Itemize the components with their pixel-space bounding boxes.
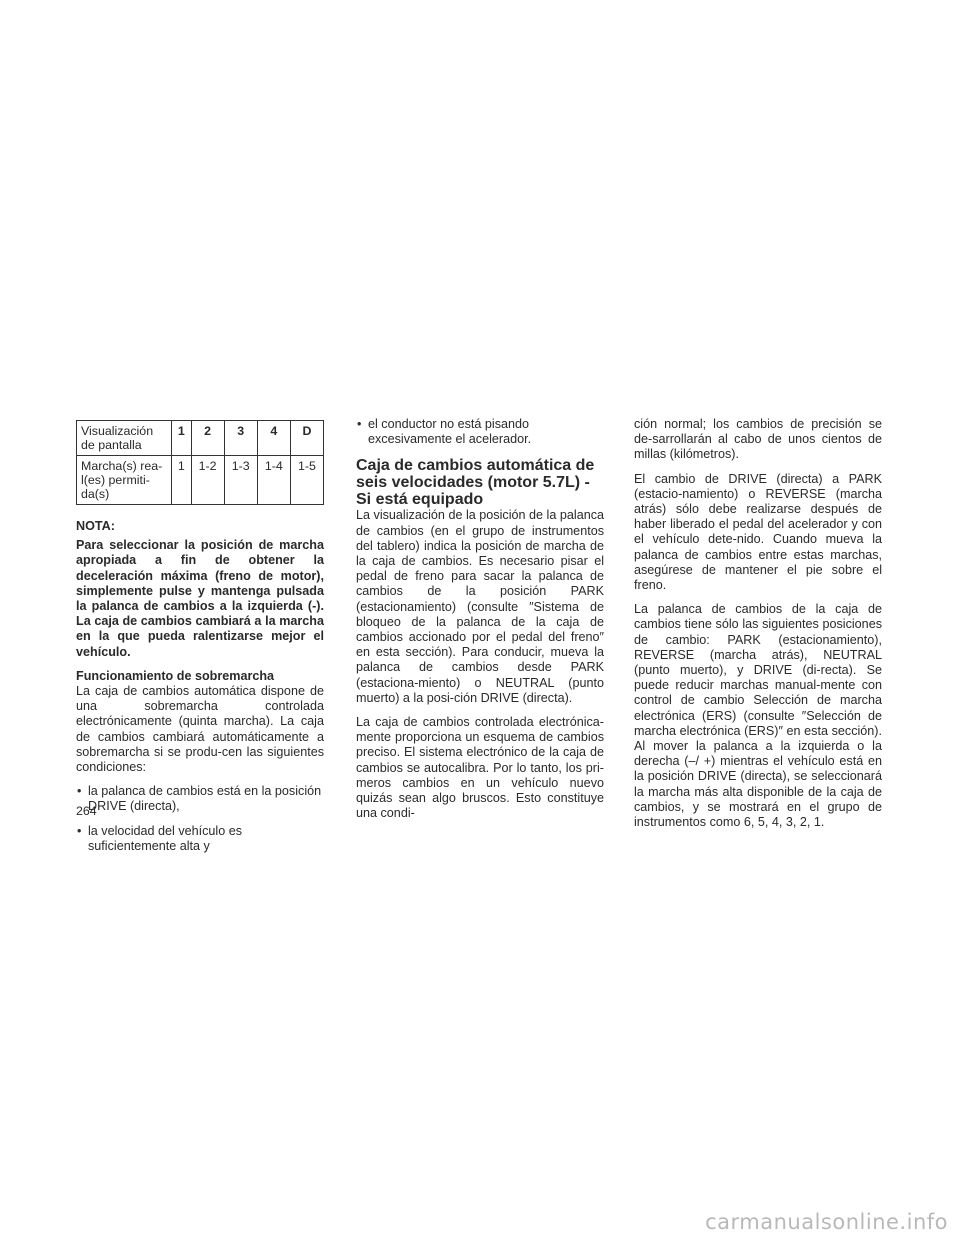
list-item: • la palanca de cambios está en la posición DRIVE (directa), (76, 784, 324, 814)
overdrive-title: Funcionamiento de sobremarcha (76, 668, 275, 683)
table-cell: 1 (172, 421, 192, 456)
table-cell: 1-5 (290, 456, 323, 505)
note-body: Para seleccionar la posición de marcha apropiada a fin de obtener la deceleración máxima (freno de motor), simplemente pulse y mantenga pulsada la palanca de cambios a la izquierda (-). La caja de cambios cambiará a la marcha en la que pueda ralentizarse mejor el vehículo. (76, 538, 324, 659)
note-title: NOTA: (76, 519, 115, 533)
list-item: • el conductor no está pisando excesivamente el acelerador. (356, 417, 604, 447)
gear-display-table (76, 420, 324, 505)
table-row (77, 456, 324, 505)
table-cell-label: Marcha(s) rea-l(es) permiti-da(s) (77, 456, 172, 505)
section-paragraph: La caja de cambios controlada electrónica-mente proporciona un esquema de cambios preciso. El sistema electrónico de la caja de cambios se autocalibra. Por lo tanto, los pri-meros cambios en un vehículo nuevo quizás sean algo bruscos. Esto constituye una condi- (356, 715, 604, 821)
column-right (634, 417, 882, 839)
table-cell: 3 (224, 421, 257, 456)
column-middle (356, 417, 604, 830)
section-paragraph: El cambio de DRIVE (directa) a PARK (estacio-namiento) o REVERSE (marcha atrás) sólo debe realizarse después de haber liberado el pedal del acelerador y con el vehículo dete-nido. Cuando mueva la palanca de cambios entre estas marchas, asegúrese de mantener el pie sobre el freno. (634, 471, 882, 593)
table-cell: 2 (191, 421, 224, 456)
page-number: 264 (76, 804, 97, 818)
table-cell: D (290, 421, 323, 456)
overdrive-body: La caja de cambios automática dispone de una sobremarcha controlada electrónicamente (quinta marcha). La caja de cambios cambiará automáticamente a sobremarcha si se produ-cen las siguientes condiciones: (76, 684, 324, 775)
section-paragraph: La palanca de cambios de la caja de cambios tiene sólo las siguientes posiciones de cambio: PARK (estacionamiento), REVERSE (marcha atrás), NEUTRAL (punto muerto), y DRIVE (di-recta). Se puede reducir marchas manual-mente con control de cambio Selección de marcha electrónica (ERS) (consulte ″Selección de marcha electrónica (ERS)″ en esta sección). Al mover la palanca a la izquierda o la derecha (–/ +) mientras el vehículo está en la posición DRIVE (directa), se seleccionará la marcha más alta disponible de la caja de cambios, y se mostrará en el grupo de instrumentos como 6, 5, 4, 3, 2, 1. (634, 602, 882, 830)
section-paragraph: La visualización de la posición de la palanca de cambios (en el grupo de instrumentos del tablero) indica la posición de marcha de la caja de cambios. Es necesario pisar el pedal de freno para sacar la palanca de cambios de la posición PARK (estacionamiento) (consulte ″Sistema de bloqueo de la palanca de la caja de cambios accionado por el pedal del freno″ en esta sección). Para conducir, mueva la palanca de cambios desde PARK (estaciona-miento) o NEUTRAL (punto muerto) a la posi-ción DRIVE (directa). (356, 508, 604, 705)
section-heading: Caja de cambios automática de seis velocidades (motor 5.7L) - Si está equipado (356, 457, 595, 509)
table-cell: 1-4 (257, 456, 290, 505)
column-left (76, 420, 324, 863)
table-cell: 1-2 (191, 456, 224, 505)
list-item: • la velocidad del vehículo es suficientemente alta y (76, 824, 324, 854)
table-cell: 1 (172, 456, 192, 505)
watermark: carmanualsonline.info (705, 1210, 948, 1234)
table-cell: 1-3 (224, 456, 257, 505)
table-cell: 4 (257, 421, 290, 456)
table-cell-label: Visualización de pantalla (77, 421, 172, 456)
section-paragraph: ción normal; los cambios de precisión se de-sarrollarán al cabo de unos cientos de millas (kilómetros). (634, 417, 882, 462)
overdrive-conditions-list (76, 784, 324, 854)
table-row (77, 421, 324, 456)
overdrive-conditions-list-cont (356, 417, 604, 447)
